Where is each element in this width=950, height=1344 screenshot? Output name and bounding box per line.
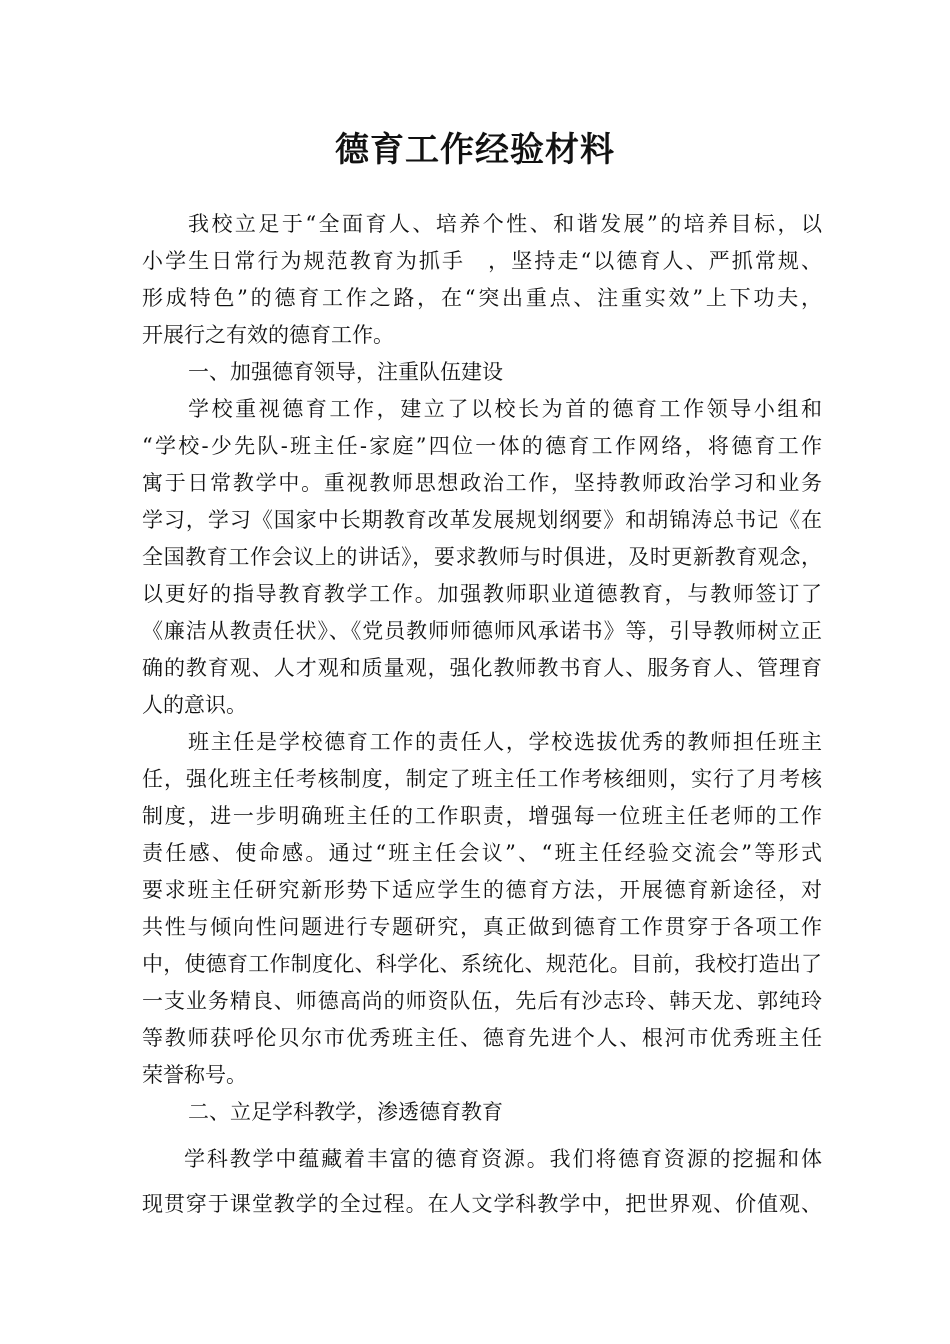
paragraph-line: 要求班主任研究新形势下适应学生的德育方法，开展德育新途径，对 <box>142 878 822 902</box>
paragraph-line: 学习，学习《国家中长期教育改革发展规划纲要》和胡锦涛总书记《在 <box>142 508 822 532</box>
paragraph-line: 责任感、使命感。通过“班主任会议”、“班主任经验交流会”等形式 <box>142 841 822 865</box>
section-heading: 二、立足学科教学，渗透德育教育 <box>188 1100 503 1124</box>
paragraph-line: 中，使德育工作制度化、科学化、系统化、规范化。目前，我校打造出了 <box>142 952 822 976</box>
paragraph-line: 任，强化班主任考核制度，制定了班主任工作考核细则，实行了月考核 <box>142 767 822 791</box>
paragraph-line: 人的意识。 <box>142 693 247 717</box>
paragraph-line: 寓于日常教学中。重视教师思想政治工作，坚持教师政治学习和业务 <box>142 471 822 495</box>
paragraph-line: 学校重视德育工作，建立了以校长为首的德育工作领导小组和 <box>188 397 822 421</box>
paragraph-line: 我校立足于“全面育人、培养个性、和谐发展”的培养目标，以 <box>188 212 822 236</box>
paragraph-line: 小学生日常行为规范教育为抓手 ，坚持走“以德育人、严抓常规、 <box>142 249 822 273</box>
paragraph-line: 开展行之有效的德育工作。 <box>142 323 394 347</box>
section-heading: 一、加强德育领导，注重队伍建设 <box>188 360 503 384</box>
paragraph-line: 确的教育观、人才观和质量观，强化教师教书育人、服务育人、管理育 <box>142 656 822 680</box>
paragraph-line: 全国教育工作会议上的讲话》，要求教师与时俱进，及时更新教育观念， <box>142 545 822 569</box>
paragraph-line: 现贯穿于课堂教学的全过程。在人文学科教学中，把世界观、价值观、 <box>142 1192 822 1216</box>
paragraph-line: 《廉洁从教责任状》、《党员教师师德师风承诺书》等，引导教师树立正 <box>142 619 822 643</box>
paragraph-line: 学科教学中蕴藏着丰富的德育资源。我们将德育资源的挖掘和体 <box>184 1147 822 1171</box>
paragraph-line: 制度，进一步明确班主任的工作职责，增强每一位班主任老师的工作 <box>142 804 822 828</box>
paragraph-line: 一支业务精良、师德高尚的师资队伍，先后有沙志玲、韩天龙、郭纯玲 <box>142 989 822 1013</box>
paragraph-line: 以更好的指导教育教学工作。加强教师职业道德教育，与教师签订了 <box>142 582 822 606</box>
paragraph-line: 共性与倾向性问题进行专题研究，真正做到德育工作贯穿于各项工作 <box>142 915 822 939</box>
paragraph-line: 班主任是学校德育工作的责任人，学校选拔优秀的教师担任班主 <box>188 730 822 754</box>
paragraph-line: “学校-少先队-班主任-家庭”四位一体的德育工作网络，将德育工作 <box>142 434 822 458</box>
paragraph-line: 等教师获呼伦贝尔市优秀班主任、德育先进个人、根河市优秀班主任 <box>142 1026 822 1050</box>
document-title: 德育工作经验材料 <box>335 130 615 170</box>
paragraph-line: 形成特色”的德育工作之路，在“突出重点、注重实效”上下功夫， <box>142 286 822 310</box>
paragraph-line: 荣誉称号。 <box>142 1063 247 1087</box>
